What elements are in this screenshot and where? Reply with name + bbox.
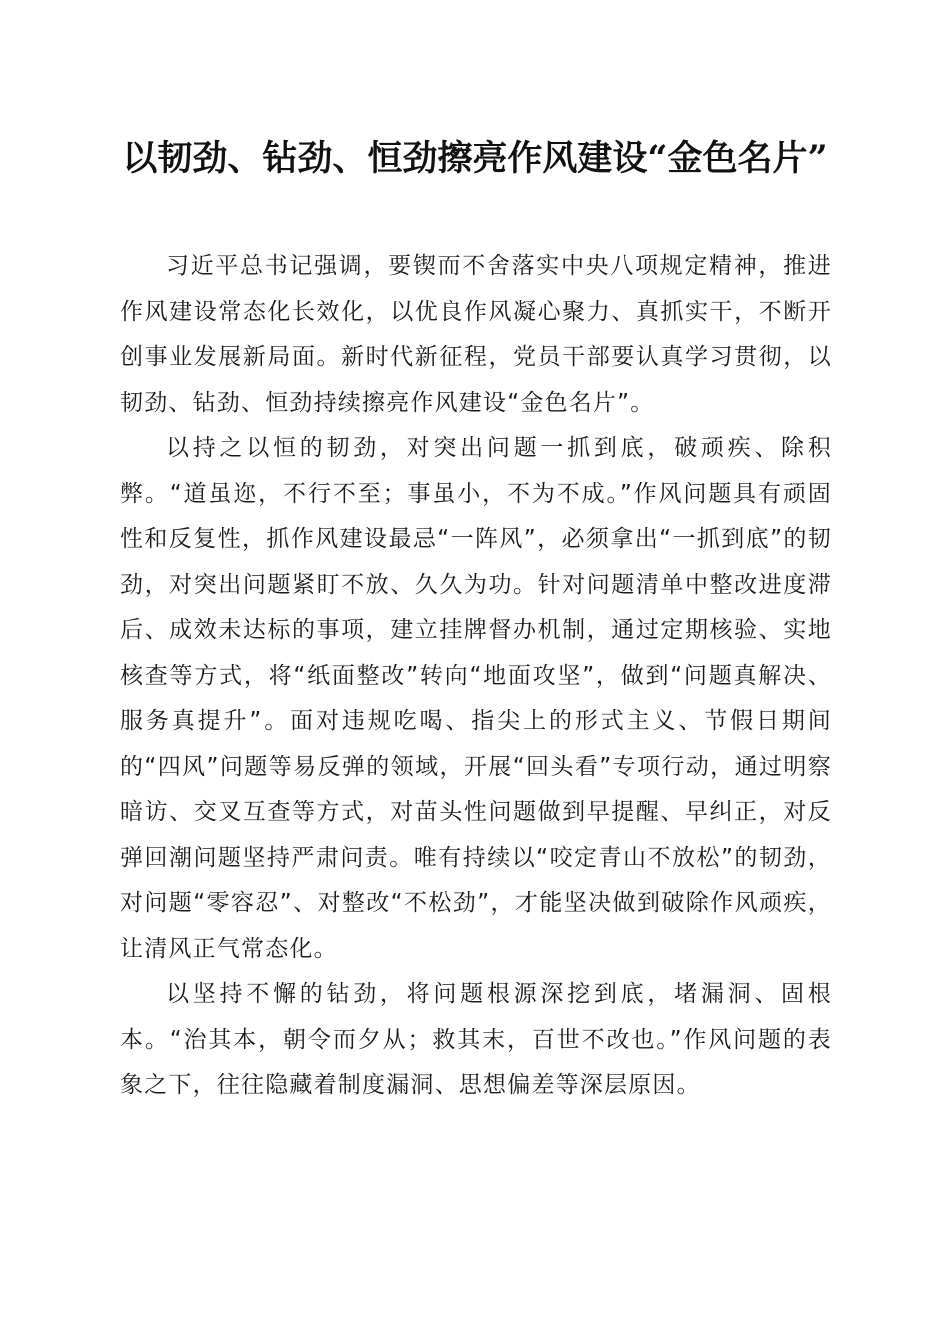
paragraph-perseverance: 以持之以恒的韧劲，对突出问题一抓到底，破顽疾、除积弊。“道虽迩，不行不至；事虽小，不为不成。”作风问题具有顽固性和反复性，抓作风建设最忌“一阵风”，必须拿出“一抓到底”的韧劲，对突出问题紧盯不放、久久为功。针对问题清单中整改进度滞后、成效未达标的事项，建立挂牌督办机制，通过定期核验、实地核查等方式，将“纸面整改”转向“地面攻坚”，做到“问题真解决、服务真提升”。面对违规吃喝、指尖上的形式主义、节假日期间的“四风”问题等易反弹的领域，开展“回头看”专项行动，通过明察暗访、交叉互查等方式，对苗头性问题做到早提醒、早纠正，对反弹回潮问题坚持严肃问责。唯有持续以“咬定青山不放松”的韧劲，对问题“零容忍”、对整改“不松劲”，才能坚决做到破除作风顽疾，让清风正气常态化。 — [120, 435, 832, 962]
paragraph-root-cause: 以坚持不懈的钻劲，将问题根源深挖到底，堵漏洞、固根本。“治其本，朝令而夕从；救其末，百世不改也。”作风问题的表象之下，往往隐藏着制度漏洞、思想偏差等深层原因。 — [120, 981, 832, 1098]
document-title: 以韧劲、钻劲、恒劲擦亮作风建设“金色名片” — [122, 138, 828, 179]
paragraph-intro: 习近平总书记强调，要锲而不舍落实中央八项规定精神，推进作风建设常态化长效化，以优良作风凝心聚力、真抓实干，不断开创事业发展新局面。新时代新征程，党员干部要认真学习贯彻，以韧劲、钻劲、恒劲持续擦亮作风建设“金色名片”。 — [120, 253, 832, 416]
document-body — [120, 244, 832, 1109]
